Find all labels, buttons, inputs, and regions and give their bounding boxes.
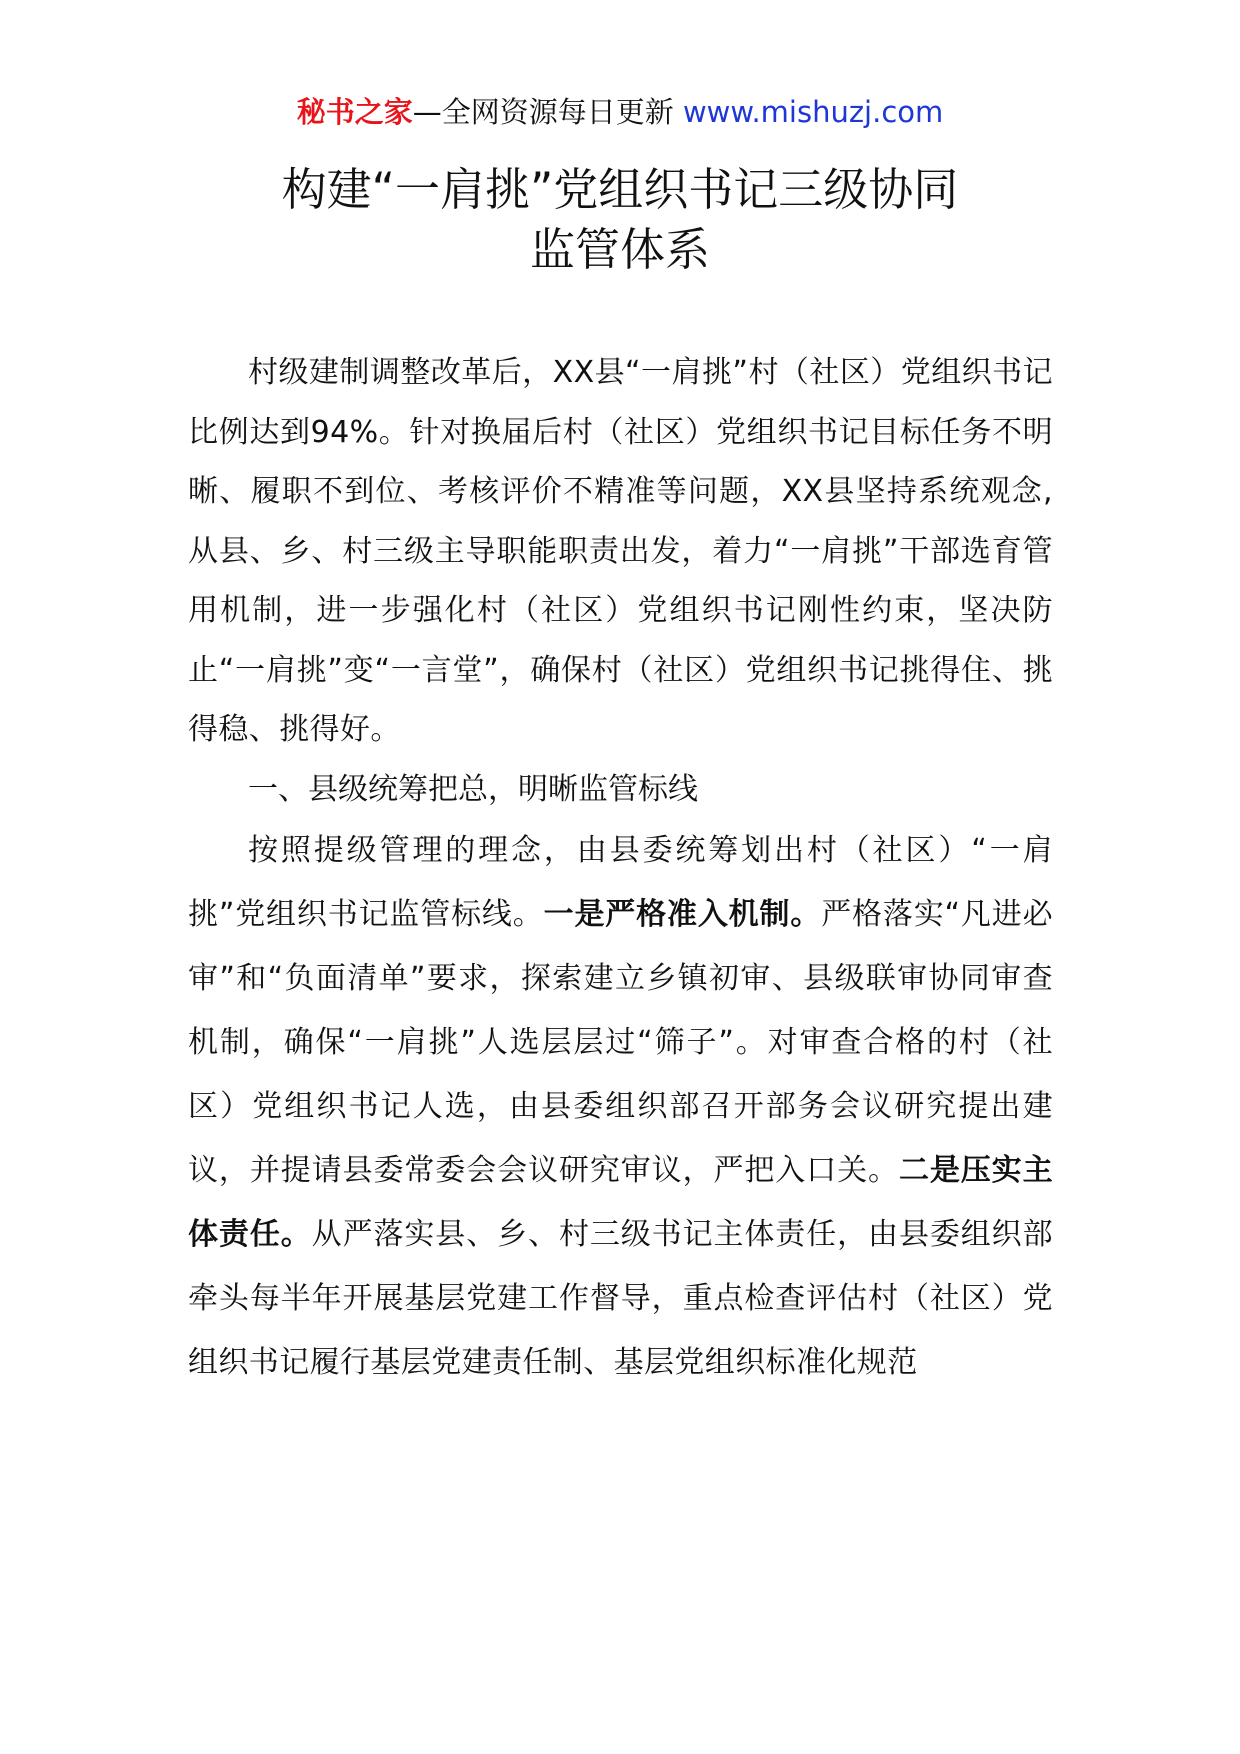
header-tagline: —全网资源每日更新 (412, 95, 683, 129)
brand-name: 秘书之家 (296, 95, 413, 129)
bold-point-2: 二是压实主体责任。 (188, 1152, 1053, 1252)
paragraph-text: 从严落实县、乡、村三级书记主体责任，由县委组织部牵头每半年开展基层党建工作督导，重点检查评估村（社区）党组织书记履行基层党建责任制、基层党组织标准化规范 (188, 1216, 1053, 1380)
document-body (188, 343, 1053, 1395)
paragraph-intro: 村级建制调整改革后，XX县“一肩挑”村（社区）党组织书记比例达到94%。针对换届后村（社区）党组织书记目标任务不明晰、履职不到位、考核评价不精准等问题，XX县坚持系统观念,从县、乡、村三级主导职能职责出发，着力“一肩挑”干部选育管用机制，进一步强化村（社区）党组织书记刚性约束，坚决防止“一肩挑”变“一言堂”，确保村（社区）党组织书记挑得住、挑得稳、挑得好。 (188, 355, 1053, 747)
title-line-2: 监管体系 (529, 223, 710, 276)
paragraph-section-1 (188, 819, 1053, 1395)
site-url-link[interactable]: www.mishuzj.com (682, 95, 944, 129)
paragraph-text: 按照提级管理的理念，由县委统筹划出村（社区）“一肩挑”党组织书记监管标线。 (188, 832, 1053, 932)
document-title (0, 160, 1240, 280)
title-line-1: 构建“一肩挑”党组织书记三级协同 (281, 163, 959, 216)
paragraph-text: 严格落实“凡进必审”和“负面清单”要求，探索建立乡镇初审、县级联审协同审查机制，确保“一肩挑”人选层层过“筛子”。对审查合格的村（社区）党组织书记人选，由县委组织部召开部务会议研究提出建议，并提请县委常委会会议研究审议，严把入口关。 (188, 896, 1054, 1188)
bold-point-1: 一是严格准入机制。 (543, 896, 822, 932)
section-heading-1: 一、县级统筹把总，明晰监管标线 (248, 771, 698, 807)
site-header (0, 94, 1240, 130)
